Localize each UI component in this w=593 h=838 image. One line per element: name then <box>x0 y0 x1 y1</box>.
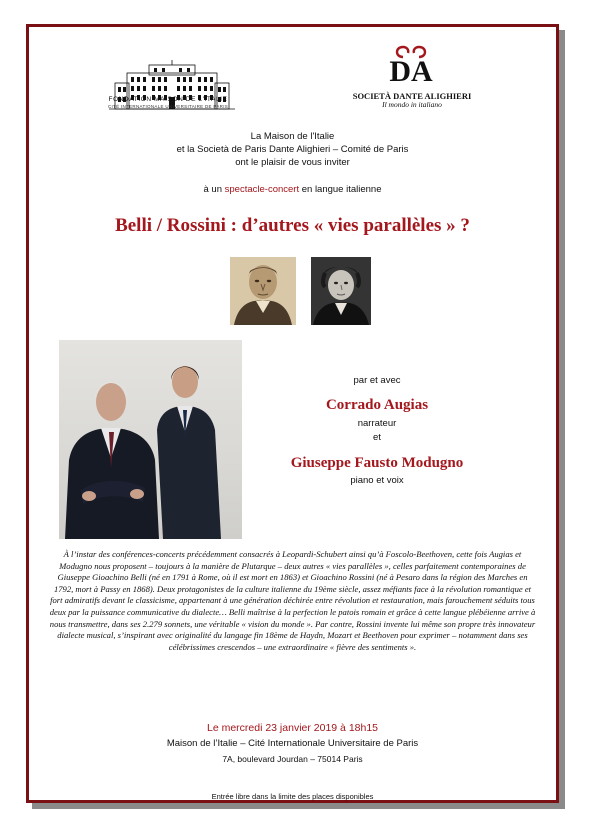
invitation-card <box>26 24 559 803</box>
performers-photo <box>59 340 242 539</box>
entry-note: Entrée libre dans la limite des places disponibles <box>211 792 374 801</box>
performer-2-name: Giuseppe Fausto Modugno <box>290 455 464 471</box>
event-title: Belli / Rossini : d’autres « vies parallèles » ? <box>115 215 470 236</box>
dante-logo-letters: DA <box>389 55 433 88</box>
invitation-line-1: La Maison de l'Italie <box>250 131 335 142</box>
spectacle-suffix: en langue italienne <box>299 184 382 195</box>
performer-1-name: Corrado Augias <box>325 397 429 413</box>
dante-logo-name: SOCIETÀ DANTE ALIGHIERI <box>352 91 472 101</box>
invitation-line-3: ont le plaisir de vous inviter <box>235 157 350 168</box>
invitation-line-2: et la Società de Paris Dante Alighieri – Comité de Paris <box>176 144 409 155</box>
spectacle-line <box>29 184 556 197</box>
event-description: À l’instar des conférences-concerts précédemment consacrés à Leopardi-Schubert ainsi qu’à Foscolo-Beethoven, cette fois Augias et Modugno nous proposent – toujours à la manière de Plutarque – deux autres « vies parallèles », celles parfaitement contemporaines de Giuseppe Gioachino Belli (né en 1791 à Rome, où il est mort en 1863) et Gioachino Rossini (né à Pesaro dans la région des Marches en 1792, mort à Passy en 1868). Deux protagonistes de la culture italienne du 19ème siècle, assez méfiants face à la révolution romantique et fort admiratifs devant le classicisme, appartenant à une génération déchirée entre révolution et restauration, mais farouchement séduits tous deux par la puissance communicative du dialecte… Belli maîtrise à la perfection le patois romain et grâce à cette langue plébéienne arrive à nous transmettre, dans ses 2.279 sonnets, une véritable « vision du monde ». Par contre, Rossini invente lui même son propre très innovateur dialecte musical, s’inspirant avec originalité du langage fin 18ème de Haydn, Mozart et Beethoven pour exprimer – notamment dans ses célébrissimes crescendos – une extraordinaire « fièvre des sentiments ». <box>49 549 536 652</box>
performers-intro: par et avec <box>353 375 401 386</box>
dante-logo-tagline: Il mondo in italiano <box>382 100 442 109</box>
maison-logo-line1: FONDATION MAISON DE L'ITALIE <box>108 96 228 103</box>
event-address: 7A, boulevard Jourdan – 75014 Paris <box>222 754 363 764</box>
maison-italie-building-logo <box>107 45 237 125</box>
event-venue: Maison de l’Italie – Cité Internationale Universitaire de Paris <box>166 738 419 749</box>
performer-2-role: piano et voix <box>350 475 404 486</box>
maison-logo-line2: CITÉ INTERNATIONALE UNIVERSITAIRE DE PARIS <box>107 104 229 109</box>
belli-portrait <box>230 257 296 325</box>
performer-1-role: narrateur <box>357 418 397 429</box>
performers-connector: et <box>373 432 381 443</box>
spectacle-prefix: à un <box>203 184 225 195</box>
spectacle-accent: spectacle-concert <box>224 184 300 195</box>
event-date: Le mercredi 23 janvier 2019 à 18h15 <box>206 722 379 734</box>
rossini-portrait <box>311 257 371 325</box>
